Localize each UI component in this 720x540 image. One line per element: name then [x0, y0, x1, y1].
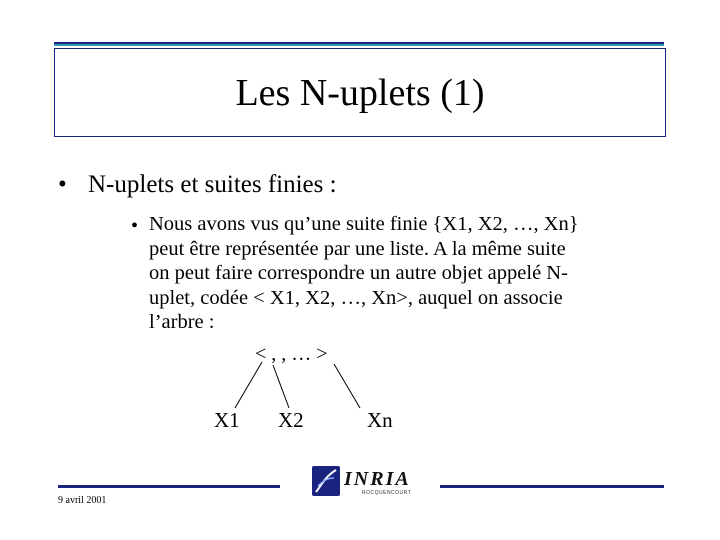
tree-leaf-x1: X1 — [214, 408, 240, 432]
tree-edge-xn — [334, 364, 360, 408]
text-line: peut être représentée par une liste. A la même suite — [149, 237, 566, 260]
bullet-level2-dot: • — [131, 215, 139, 237]
tree-leaf-x2: X2 — [278, 408, 304, 432]
text-line: Nous avons vus qu’une suite finie {X1, X2, …, Xn} — [149, 213, 579, 235]
footer-rule-right — [440, 485, 664, 488]
bullet-level1-text: N-uplets et suites finies : — [88, 171, 337, 198]
footer-rule-left — [58, 485, 280, 488]
tree-edge-x1 — [235, 362, 262, 408]
bullet-dot: • — [58, 171, 67, 198]
inria-logo-subtext: ROCQUENCOURT — [362, 490, 412, 496]
tree-leaf-xn: Xn — [367, 408, 393, 432]
text-line: on peut faire correspondre un autre objet appelé N- — [149, 262, 568, 285]
inria-logo — [312, 466, 424, 498]
tree-root-label: < , , … > — [255, 343, 328, 365]
tree-edge-x2 — [273, 365, 289, 408]
inria-logo-text: INRIA — [344, 468, 411, 490]
footer-date: 9 avril 2001 — [58, 495, 107, 506]
text-line: uplet, codée < X1, X2, …, Xn>, auquel on associe — [149, 286, 563, 309]
slide-title: Les N-uplets (1) — [235, 71, 485, 114]
inria-logo-mark — [312, 466, 340, 496]
text-line: l’arbre : — [149, 311, 215, 334]
